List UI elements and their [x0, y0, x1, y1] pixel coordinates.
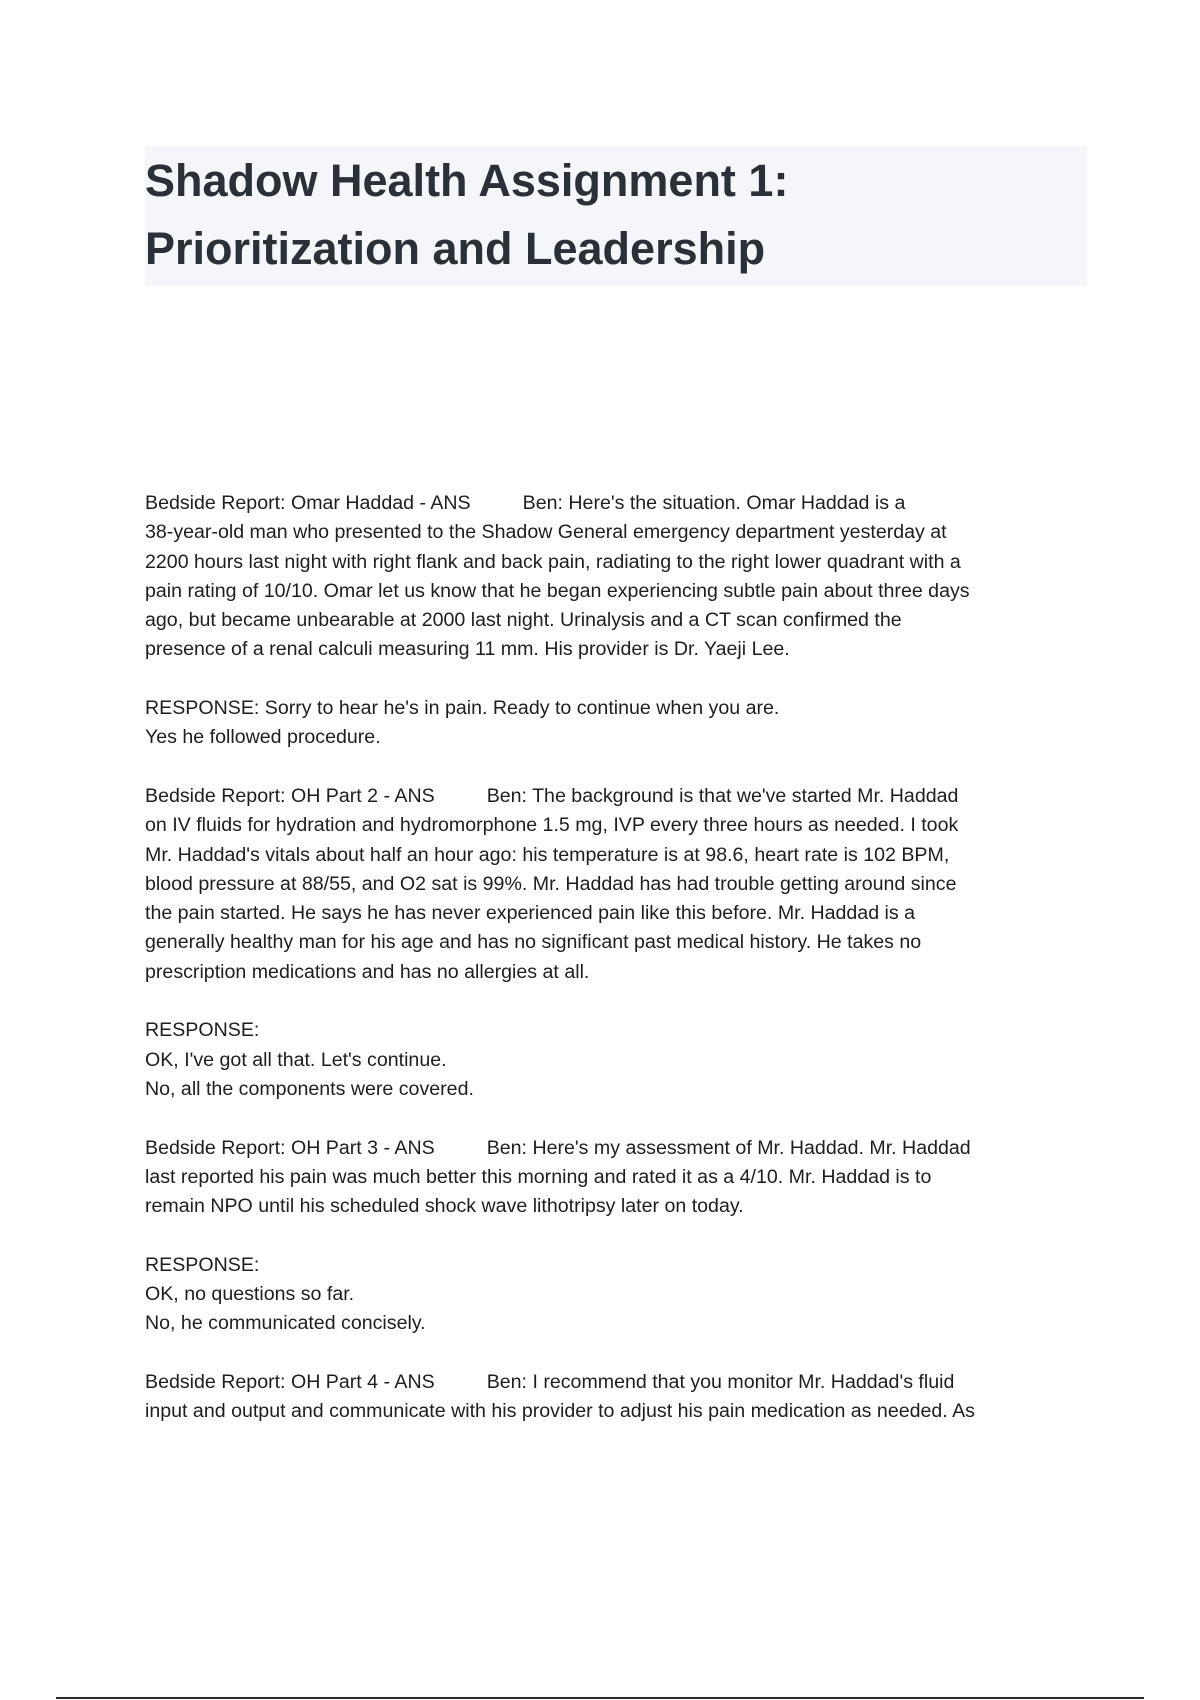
paragraph-line: OK, no questions so far.	[145, 1283, 355, 1306]
paragraph-line: pain rating of 10/10. Omar let us know that he began experiencing subtle pain about three days	[145, 579, 970, 602]
report-text: Ben: The background is that we've started Mr. Haddad	[486, 784, 959, 807]
paragraph-line	[145, 782, 1095, 811]
paragraph-line	[145, 1134, 1095, 1163]
report-heading: Bedside Report: Omar Haddad - ANS	[145, 492, 471, 514]
paragraph-line: prescription medications and has no allergies at all.	[145, 960, 590, 983]
report-text: Ben: Here's the situation. Omar Haddad is a	[522, 492, 906, 514]
document-paragraph	[145, 694, 1095, 753]
page-bottom-rule	[56, 1697, 1144, 1699]
paragraph-line: generally healthy man for his age and has no significant past medical history. He takes no	[145, 931, 922, 954]
report-text: Ben: I recommend that you monitor Mr. Haddad's fluid	[486, 1370, 955, 1393]
paragraph-line: No, all the components were covered.	[145, 1077, 474, 1100]
document-paragraph	[145, 1134, 1095, 1222]
paragraph-line: remain NPO until his scheduled shock wave lithotripsy later on today.	[145, 1195, 744, 1218]
paragraph-line	[145, 489, 1095, 518]
paragraph-line: RESPONSE:	[145, 1019, 260, 1042]
paragraph-line: RESPONSE:	[145, 1253, 260, 1276]
report-heading: Bedside Report: OH Part 3 - ANS	[145, 1136, 435, 1159]
paragraph-line: on IV fluids for hydration and hydromorphone 1.5 mg, IVP every three hours as needed. I took	[145, 814, 959, 837]
document-body	[145, 489, 1095, 1456]
paragraph-line: OK, I've got all that. Let's continue.	[145, 1048, 447, 1071]
document-paragraph	[145, 489, 1095, 665]
paragraph-line: last reported his pain was much better this morning and rated it as a 4/10. Mr. Haddad is to	[145, 1165, 932, 1188]
report-text: Ben: Here's my assessment of Mr. Haddad. Mr. Haddad	[486, 1136, 971, 1159]
paragraph-line: blood pressure at 88/55, and O2 sat is 99%. Mr. Haddad has had trouble getting around since	[145, 872, 957, 895]
document-title-line-1: Shadow Health Assignment 1:	[145, 155, 789, 206]
paragraph-line: presence of a renal calculi measuring 11 mm. His provider is Dr. Yaeji Lee.	[145, 638, 790, 661]
paragraph-line: the pain started. He says he has never experienced pain like this before. Mr. Haddad is a	[145, 902, 916, 925]
report-heading: Bedside Report: OH Part 4 - ANS	[145, 1370, 435, 1393]
paragraph-line: Mr. Haddad's vitals about half an hour ago: his temperature is at 98.6, heart rate is 102 BPM,	[145, 843, 950, 866]
report-heading: Bedside Report: OH Part 2 - ANS	[145, 784, 435, 807]
document-title-block	[145, 146, 1087, 286]
paragraph-line: ago, but became unbearable at 2000 last night. Urinalysis and a CT scan confirmed the	[145, 609, 902, 632]
paragraph-line: No, he communicated concisely.	[145, 1312, 426, 1335]
paragraph-line: 38-year-old man who presented to the Shadow General emergency department yesterday at	[145, 521, 947, 544]
document-paragraph	[145, 782, 1095, 987]
document-paragraph	[145, 1016, 1095, 1104]
paragraph-line	[145, 1368, 1095, 1397]
paragraph-line: Yes he followed procedure.	[145, 726, 381, 749]
paragraph-line: 2200 hours last night with right flank and back pain, radiating to the right lower quadrant with a	[145, 550, 961, 573]
document-paragraph	[145, 1368, 1095, 1427]
document-paragraph	[145, 1251, 1095, 1339]
paragraph-line: input and output and communicate with his provider to adjust his pain medication as needed. As	[145, 1400, 975, 1423]
paragraph-line: RESPONSE: Sorry to hear he's in pain. Ready to continue when you are.	[145, 697, 780, 720]
document-title-line-2: Prioritization and Leadership	[145, 223, 766, 274]
